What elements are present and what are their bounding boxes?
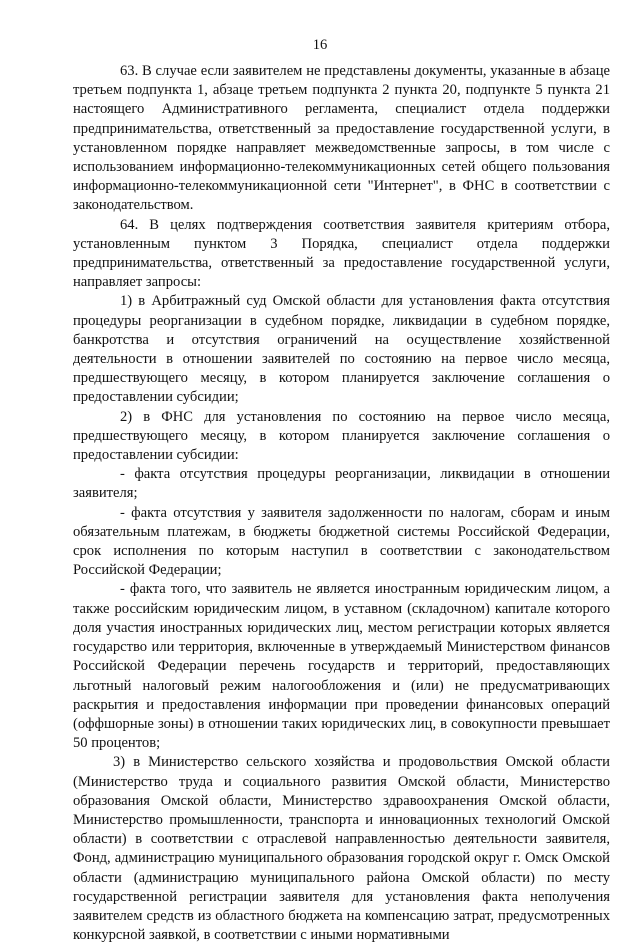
- paragraph-63: 63. В случае если заявителем не представлены документы, указанные в абзаце третьем подпункта 1, абзаце третьем подпункта 2 пункта 20, подпункте 5 пункта 21 настоящего Административного регламента, специалист отдела поддержки предпринимательства, ответственный за предоставление государственной услуги, в установленном порядке направляет межведомственные запросы, в том числе с использованием информационно-телекоммуникационных сетей общего пользования информационно-телекоммуникационной сети "Интернет", в ФНС в соответствии с законодательством.: [73, 63, 610, 214]
- sub-item-tax-debt: - факта отсутствия у заявителя задолженности по налогам, сборам и иным обязательным платежам, в бюджеты бюджетной системы Российской Федерации, срок исполнения по которым наступил в соответствии с законодательством Российской Федерации;: [73, 504, 610, 579]
- paragraph-64: 64. В целях подтверждения соответствия заявителя критериям отбора, установленным пунктом 3 Порядка, специалист отдела поддержки предпринимательства, ответственный за предоставление государственной услуги, направляет запросы:: [73, 216, 610, 291]
- list-item-1: 1) в Арбитражный суд Омской области для установления факта отсутствия процедуры реорганизации в судебном порядке, ликвидации в судебном порядке, банкротства и отсутствия ограничений на осуществление хозяйственной деятельности в отношении заявителей по состоянию на первое число месяца, предшествующего месяцу, в котором планируется заключение соглашения о предоставлении субсидии;: [73, 293, 610, 406]
- list-item-2: 2) в ФНС для установления по состоянию на первое число месяца, предшествующего месяцу, в котором планируется заключение соглашения о предоставлении субсидии:: [73, 408, 610, 464]
- document-body: [73, 62, 610, 945]
- page-number: 16: [312, 37, 328, 53]
- sub-item-reorganization: - факта отсутствия процедуры реорганизации, ликвидации в отношении заявителя;: [73, 466, 610, 502]
- sub-item-foreign-entity: - факта того, что заявитель не является иностранным юридическим лицом, а также российским юридическим лицом, в уставном (складочном) капитале которого доля участия иностранных юридических лиц, местом регистрации которых является государство или территория, включенные в утверждаемый Министерством финансов Российской Федерации перечень государств и территорий, предоставляющих льготный налоговый режим налогообложения и (или) не предусматривающих раскрытия и предоставления информации при проведении финансовых операций (оффшорные зоны) в отношении таких юридических лиц, в совокупности превышает 50 процентов;: [73, 581, 610, 752]
- list-item-3: 3) в Министерство сельского хозяйства и продовольствия Омской области (Министерство труда и социального развития Омской области, Министерство образования Омской области, Министерство здравоохранения Омской области, Министерство промышленности, транспорта и инновационных технологий Омской области) в соответствии с отраслевой направленностью деятельности заявителя, Фонд, администрацию муниципального образования городской округ г. Омск Омской области (администрацию муниципального района Омской области) по месту государственной регистрации заявителя для установления факта неполучения заявителем средств из областного бюджета на компенсацию затрат, предусмотренных конкурсной заявкой, в соответствии с иными нормативными: [73, 754, 610, 944]
